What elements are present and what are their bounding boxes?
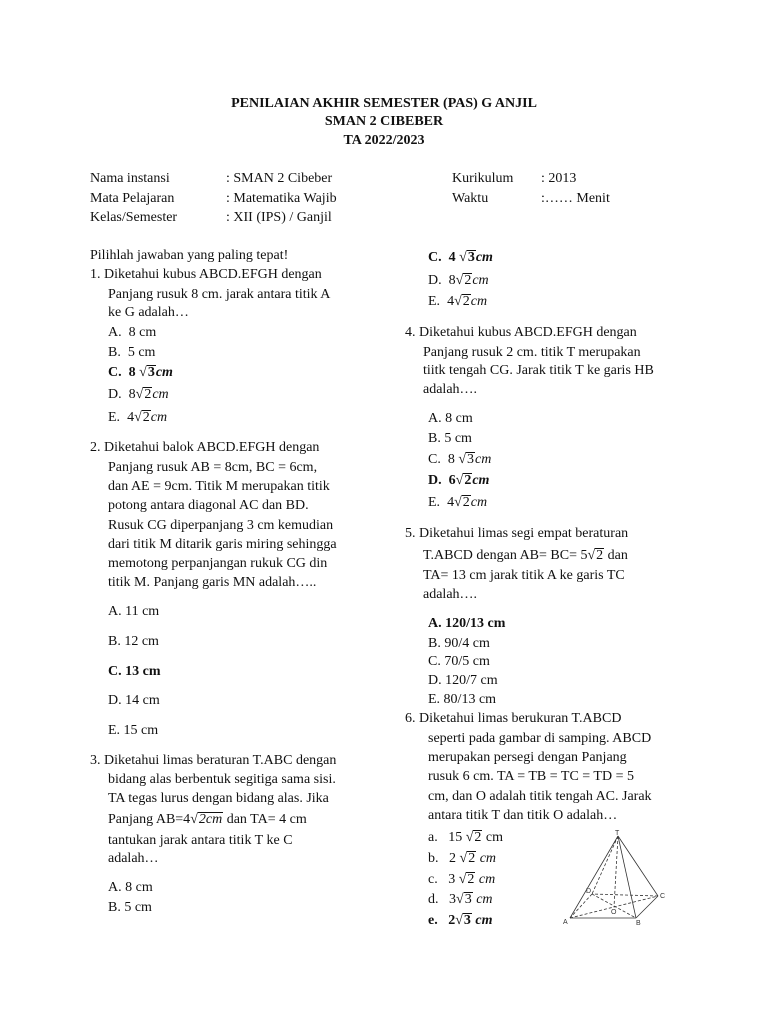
q5-line-4: adalah….: [423, 587, 478, 602]
q3-line-1: 3. Diketahui limas beraturan T.ABC dengan: [90, 753, 337, 768]
edge-ta: [570, 836, 618, 918]
q3-option-b: B. 5 cm: [108, 900, 152, 915]
q6-line-6: antara titik T dan titik O adalah…: [428, 808, 618, 823]
q4-line-3: tiitk tengah CG. Jarak titik T ke garis HB: [423, 363, 654, 378]
q4-option-c: C. 8 √3cm: [428, 452, 492, 467]
info-value-kelas: : XII (IPS) / Ganjil: [226, 210, 332, 225]
info-label-mapel: Mata Pelajaran: [90, 191, 175, 206]
q6-option-c: c. 3 √2 cm: [428, 872, 496, 887]
q5-line-2: T.ABCD dengan AB= BC= 5√2 dan: [423, 548, 628, 563]
q2-line-7: memotong perpanjangan rukuk CG din: [108, 556, 328, 571]
q2-option-b: B. 12 cm: [108, 634, 159, 649]
q6-line-2: seperti pada gambar di samping. ABCD: [428, 731, 652, 746]
edge-cd: [592, 894, 658, 896]
q1-option-a: A. 8 cm: [108, 325, 157, 340]
q2-line-8: titik M. Panjang garis MN adalah…..: [108, 575, 317, 590]
q4-line-4: adalah….: [423, 382, 478, 397]
info-label-waktu: Waktu: [452, 191, 489, 206]
q3-option-d: D. 8√2cm: [428, 273, 489, 288]
q2-line-2: Panjang rusuk AB = 8cm, BC = 6cm,: [108, 460, 318, 475]
info-value-waktu: :…… Menit: [541, 191, 610, 206]
q2-option-d: D. 14 cm: [108, 693, 160, 708]
q2-line-3: dan AE = 9cm. Titik M merupakan titik: [108, 479, 330, 494]
q5-line-1: 5. Diketahui limas segi empat beraturan: [405, 526, 629, 541]
info-value-instansi: : SMAN 2 Cibeber: [226, 171, 333, 186]
label-b: B: [636, 920, 641, 927]
q6-line-4: rusuk 6 cm. TA = TB = TC = TD = 5: [428, 769, 634, 784]
q2-option-e: E. 15 cm: [108, 723, 159, 738]
q6-line-5: cm, dan O adalah titik tengah AC. Jarak: [428, 789, 652, 804]
academic-year: TA 2022/2023: [343, 133, 425, 148]
height-to: [614, 836, 618, 907]
pyramid-figure: [560, 830, 680, 930]
q5-option-d: D. 120/7 cm: [428, 673, 498, 688]
q3-line-5: tantukan jarak antara titik T ke C: [108, 833, 293, 848]
q4-option-a: A. 8 cm: [428, 411, 473, 426]
q6-option-b: b. 2 √2 cm: [428, 851, 497, 866]
instruction: Pilihlah jawaban yang paling tepat!: [90, 248, 289, 263]
q4-option-b: B. 5 cm: [428, 431, 472, 446]
edge-tc: [618, 836, 658, 896]
q5-option-a: A. 120/13 cm: [428, 616, 506, 631]
label-o: O: [611, 909, 617, 916]
q3-option-c: C. 4 √3cm: [428, 250, 493, 265]
q6-option-e: e. 2√3 cm: [428, 913, 493, 928]
school-name: SMAN 2 CIBEBER: [324, 114, 444, 129]
q1-option-b: B. 5 cm: [108, 345, 156, 360]
info-value-mapel: : Matematika Wajib: [226, 191, 337, 206]
edge-bc: [636, 896, 658, 918]
q5-option-b: B. 90/4 cm: [428, 636, 490, 651]
q2-line-5: Rusuk CG diperpanjang 3 cm kemudian: [108, 518, 334, 533]
q6-option-d: d. 3√3 cm: [428, 892, 493, 907]
exam-title: PENILAIAN AKHIR SEMESTER (PAS) G ANJIL: [231, 96, 537, 111]
q6-option-a: a. 15 √2 cm: [428, 830, 504, 845]
q3-option-a: A. 8 cm: [108, 880, 153, 895]
q6-line-1: 6. Diketahui limas berukuran T.ABCD: [405, 711, 622, 726]
info-label-kelas: Kelas/Semester: [90, 210, 178, 225]
q6-line-3: merupakan persegi dengan Panjang: [428, 750, 627, 765]
q1-option-d: D. 8√2cm: [108, 387, 169, 402]
q1-option-c: C. 8 √3cm: [108, 365, 173, 380]
q4-line-2: Panjang rusuk 2 cm. titik T merupakan: [423, 345, 641, 360]
label-c: C: [660, 893, 666, 900]
q5-line-3: TA= 13 cm jarak titik A ke garis TC: [423, 568, 625, 583]
q3-line-3: TA tegas lurus dengan bidang alas. Jika: [108, 791, 329, 806]
q4-option-d: D. 6√2cm: [428, 473, 490, 488]
q5-option-c: C. 70/5 cm: [428, 654, 490, 669]
q2-option-a: A. 11 cm: [108, 604, 160, 619]
q4-option-e: E. 4√2cm: [428, 495, 488, 510]
info-label-instansi: Nama instansi: [90, 171, 170, 186]
q1-option-e: E. 4√2cm: [108, 410, 168, 425]
label-t: T: [615, 830, 620, 837]
q2-line-4: potong antara diagonal AC dan BD.: [108, 498, 309, 513]
q1-line-3: ke G adalah…: [108, 305, 189, 320]
q2-option-c: C. 13 cm: [108, 664, 161, 679]
label-d: D: [586, 888, 592, 895]
q3-option-e: E. 4√2cm: [428, 294, 488, 309]
q3-line-2: bidang alas berbentuk segitiga sama sisi.: [108, 772, 336, 787]
edge-td: [592, 836, 618, 894]
edge-da: [570, 894, 592, 918]
q2-line-1: 2. Diketahui balok ABCD.EFGH dengan: [90, 440, 320, 455]
q5-option-e: E. 80/13 cm: [428, 692, 497, 707]
q1-line-2: Panjang rusuk 8 cm. jarak antara titik A: [108, 287, 331, 302]
q4-line-1: 4. Diketahui kubus ABCD.EFGH dengan: [405, 325, 637, 340]
q3-line-6: adalah…: [108, 851, 159, 866]
q3-line-4: Panjang AB=4√2cm dan TA= 4 cm: [108, 812, 307, 827]
q2-line-6: dari titik M ditarik garis miring sehingga: [108, 537, 337, 552]
label-a: A: [563, 919, 568, 926]
info-label-kurikulum: Kurikulum: [452, 171, 514, 186]
q1-line-1: 1. Diketahui kubus ABCD.EFGH dengan: [90, 267, 322, 282]
info-value-kurikulum: : 2013: [541, 171, 577, 186]
